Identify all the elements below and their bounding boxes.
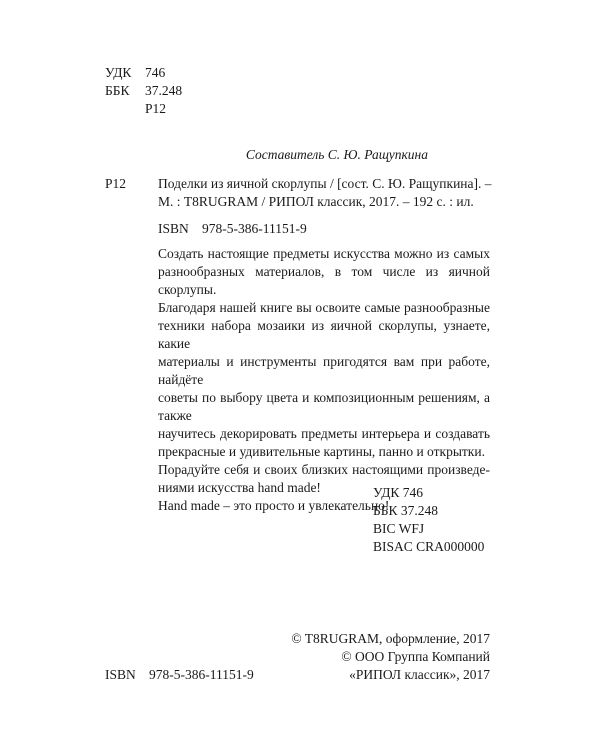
annotation-line: разнообразных материалов, в том числе из яичной скорлупы. [158, 264, 490, 297]
isbn-value: 978-5-386-11151-9 [202, 221, 307, 236]
bic-code: BIC WFJ [373, 521, 425, 536]
annotation-line: техники набора мозаики из яичной скорлупы, узнаете, какие [158, 318, 490, 351]
annotation-line: Hand made – это просто и увлекательно! [158, 498, 390, 513]
catalog-description [158, 175, 492, 211]
annotation-line: материалы и инструменты пригодятся вам при работе, найдёте [158, 354, 490, 387]
annotation-line: Создать настоящие предметы искусства можно из самых [158, 246, 490, 261]
author-mark-row [105, 100, 182, 118]
copyright-line: © T8RUGRAM, оформление, 2017 [291, 631, 490, 646]
subject-codes [373, 484, 484, 556]
annotation-line: ниями искусства hand made! [158, 480, 321, 495]
udk-code: УДК 746 [373, 485, 424, 500]
copyright-line: © ООО Группа Компаний [341, 649, 490, 664]
annotation [158, 245, 490, 515]
catalog-line-1: Поделки из яичной скорлупы / [сост. С. Ю. Ращупкина]. – [158, 176, 492, 191]
copyright-block [278, 630, 490, 684]
catalog-line-2: М. : T8RUGRAM / РИПОЛ классик, 2017. – 192 с. : ил. [158, 194, 474, 209]
annotation-line: научитесь декорировать предметы интерьера и создавать [158, 426, 490, 441]
catalog-isbn [158, 220, 307, 238]
annotation-line: Порадуйте себя и своих близких настоящими произведе- [158, 462, 490, 477]
bbk-row [105, 82, 182, 100]
isbn-value: 978-5-386-11151-9 [149, 667, 254, 682]
isbn-label: ISBN [105, 667, 136, 682]
author-mark: Р12 [145, 101, 167, 116]
udk-row [105, 64, 182, 82]
copyright-line: «РИПОЛ классик», 2017 [349, 667, 490, 682]
bbk-label: ББК [105, 83, 130, 98]
udk-label: УДК [105, 65, 132, 80]
bbk-value: 37.248 [145, 83, 183, 98]
classification-codes [105, 64, 182, 118]
compiler-credit: Составитель С. Ю. Ращупкина [245, 147, 428, 162]
udk-value: 746 [145, 65, 166, 80]
annotation-line: прекрасные и удивительные картины, панно и открытки. [158, 444, 485, 459]
bottom-isbn [105, 666, 254, 684]
isbn-label: ISBN [158, 221, 189, 236]
bbk-code: ББК 37.248 [373, 503, 439, 518]
annotation-line: советы по выбору цвета и композиционным решениям, а также [158, 390, 490, 423]
annotation-line: Благодаря нашей книге вы освоите самые разнообразные [158, 300, 490, 315]
bisac-code: BISAC CRA000000 [373, 539, 485, 554]
spacer [105, 100, 145, 118]
catalog-index: Р12 [105, 176, 127, 191]
